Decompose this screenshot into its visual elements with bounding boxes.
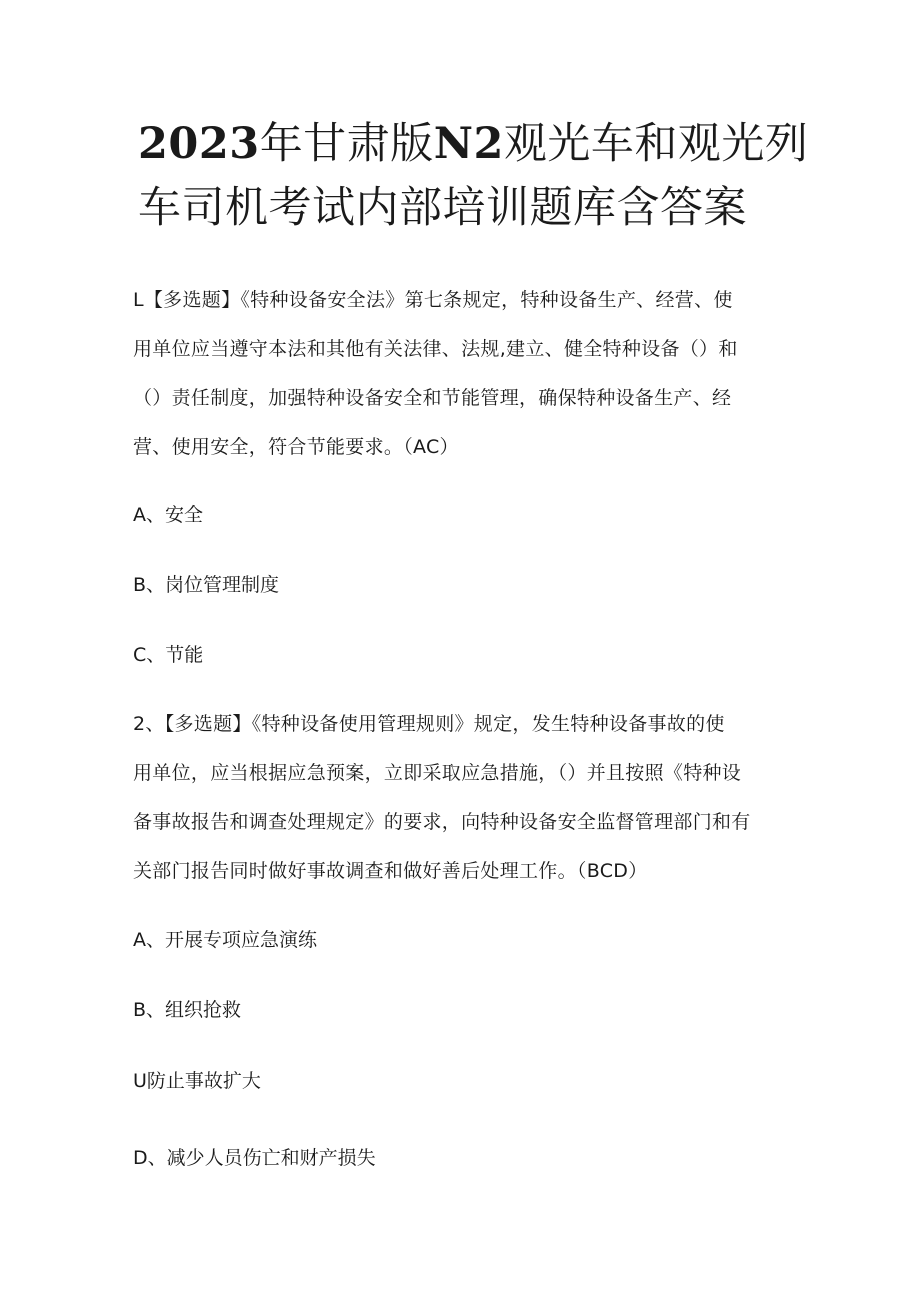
- question-1-option-b: B、岗位管理制度: [133, 574, 280, 596]
- question-2-line-4: 关部门报告同时做好事故调查和做好善后处理工作。（BCD）: [133, 860, 648, 882]
- question-1-option-a: A、安全: [133, 504, 203, 526]
- question-1-line-4: 营、使用安全，符合节能要求。（AC）: [133, 436, 459, 458]
- question-1-line-2: 用单位应当遵守本法和其他有关法律、法规,建立、健全特种设备（）和: [133, 338, 738, 360]
- title-text-b: 观光车和观光列: [503, 119, 809, 169]
- title-code: N2: [433, 119, 504, 169]
- question-2-option-a: A、开展专项应急演练: [133, 929, 317, 951]
- question-2-option-d: D、减少人员伤亡和财产损失: [133, 1147, 376, 1169]
- title-line-2: 车司机考试内部培训题库含答案: [138, 183, 747, 233]
- question-2-line-2: 用单位，应当根据应急预案，立即采取应急措施，（）并且按照《特种设: [133, 762, 742, 784]
- document-title: [138, 112, 809, 240]
- question-2-line-1: 2、【多选题】《特种设备使用管理规则》规定，发生特种设备事故的使: [133, 713, 725, 735]
- question-2-text: [133, 700, 793, 896]
- question-1-line-3: （）责任制度，加强特种设备安全和节能管理，确保特种设备生产、经: [133, 387, 732, 409]
- title-year: 2023: [138, 119, 260, 169]
- question-2-option-c: U防止事故扩大: [133, 1070, 261, 1092]
- title-text-a: 年甘肃版: [259, 119, 434, 169]
- question-1-line-1: L【多选题】《特种设备安全法》第七条规定，特种设备生产、经营、使: [133, 289, 733, 311]
- question-2-option-b: B、组织抢救: [133, 999, 242, 1021]
- question-1-option-c: C、节能: [133, 644, 204, 666]
- title-line-1: [138, 112, 809, 176]
- question-1-text: [133, 276, 793, 472]
- question-2-line-3: 备事故报告和调查处理规定》的要求，向特种设备安全监督管理部门和有: [133, 811, 751, 833]
